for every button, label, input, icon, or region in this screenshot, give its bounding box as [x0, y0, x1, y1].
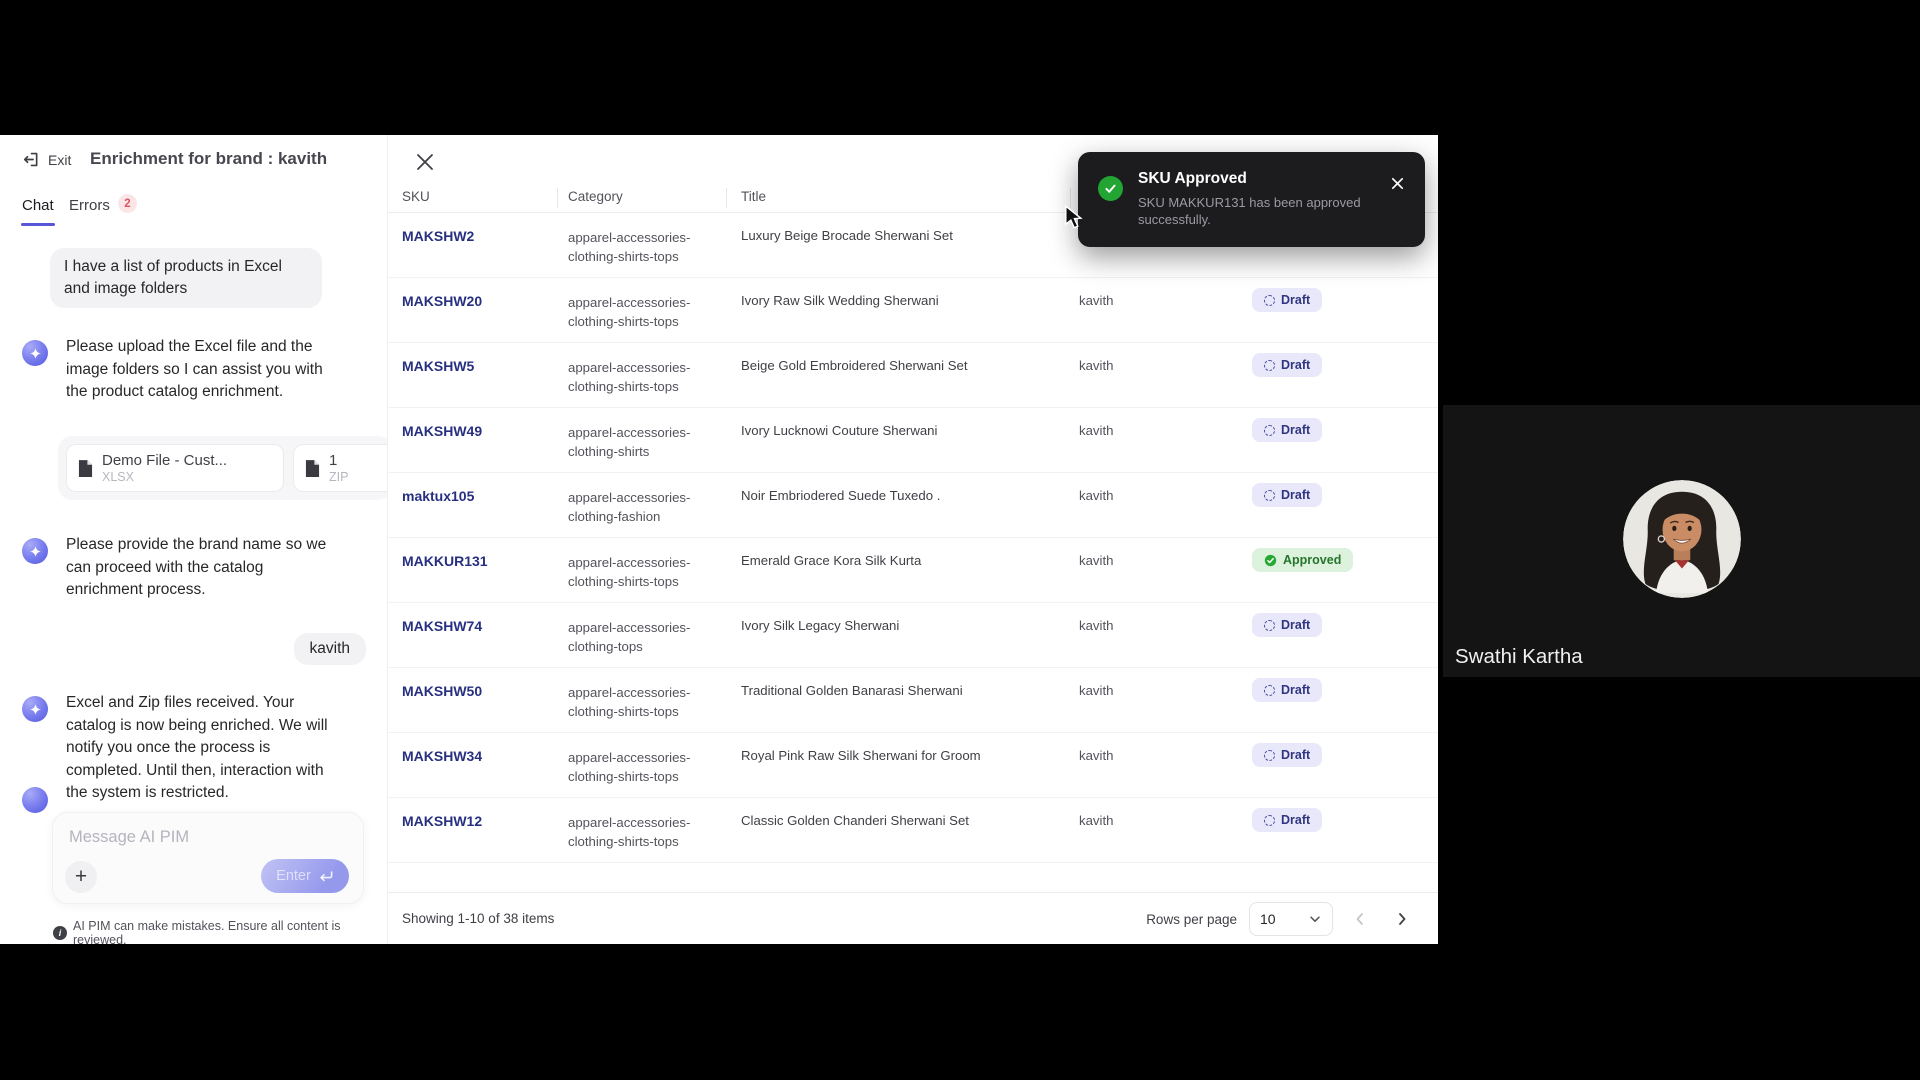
video-panel: [1438, 0, 1920, 1080]
header-separator: [557, 188, 558, 208]
sparkle-icon: [29, 545, 42, 558]
file-icon: [78, 459, 93, 478]
table-row[interactable]: [388, 798, 1438, 863]
table-row[interactable]: [388, 408, 1438, 473]
rows-per-page-label: Rows per page: [1146, 911, 1237, 927]
cell-status: [1252, 288, 1322, 312]
cell-category: apparel-accessories-clothing-shirts-tops: [568, 360, 691, 394]
catalog-panel: [388, 135, 1438, 944]
attachment-type: XLSX: [102, 470, 134, 484]
user-message: kavith: [294, 633, 367, 665]
table-row[interactable]: [388, 343, 1438, 408]
column-header-sku[interactable]: SKU: [402, 189, 430, 204]
cell-brand: kavith: [1079, 748, 1114, 763]
tab-errors[interactable]: Errors: [69, 197, 110, 214]
cell-category: apparel-accessories-clothing-shirts-tops: [568, 230, 691, 264]
cell-brand: kavith: [1079, 813, 1114, 828]
ai-avatar: [22, 787, 48, 813]
cell-title: Ivory Raw Silk Wedding Sherwani: [741, 293, 939, 308]
toast: [1078, 152, 1425, 247]
status-badge: Draft: [1252, 288, 1322, 312]
cell-title: Royal Pink Raw Silk Sherwani for Groom: [741, 748, 981, 763]
app-window: [0, 135, 1438, 944]
cell-category: apparel-accessories-clothing-fashion: [568, 490, 691, 524]
cell-title: Traditional Golden Banarasi Sherwani: [741, 683, 963, 698]
table-row[interactable]: [388, 668, 1438, 733]
next-page-button[interactable]: [1389, 906, 1415, 932]
ai-avatar: [22, 340, 48, 366]
status-badge: Draft: [1252, 483, 1322, 507]
table-footer: [388, 892, 1438, 944]
cell-brand: kavith: [1079, 488, 1114, 503]
cell-sku[interactable]: MAKSHW2: [402, 228, 475, 244]
cell-title: Ivory Silk Legacy Sherwani: [741, 618, 900, 633]
column-header-title[interactable]: Title: [741, 189, 767, 204]
disclaimer-text: AI PIM can make mistakes. Ensure all content is reviewed.: [73, 919, 341, 944]
cell-status: [1252, 418, 1322, 442]
ai-avatar: [22, 696, 48, 722]
video-tile: [1443, 405, 1920, 677]
chevron-right-icon: [1394, 911, 1410, 927]
header-separator: [726, 188, 727, 208]
composer: [52, 812, 364, 904]
close-icon: [1390, 176, 1405, 191]
attachments-card: [58, 436, 388, 500]
status-badge: Draft: [1252, 678, 1322, 702]
attachment-file[interactable]: [293, 444, 388, 492]
cell-sku[interactable]: MAKSHW50: [402, 683, 483, 699]
cell-brand: kavith: [1079, 358, 1114, 373]
cell-status: [1252, 678, 1322, 702]
cell-category: apparel-accessories-clothing-shirts: [568, 425, 691, 459]
cell-status: [1252, 808, 1322, 832]
cell-category: apparel-accessories-clothing-shirts-tops: [568, 685, 691, 719]
cell-title: Luxury Beige Brocade Sherwani Set: [741, 228, 953, 243]
draft-icon: [1264, 295, 1275, 306]
cell-title: Noir Embriodered Suede Tuxedo .: [741, 488, 941, 503]
cell-brand: kavith: [1079, 683, 1114, 698]
attachment-name: 1: [329, 452, 338, 469]
participant-avatar: [1623, 480, 1741, 598]
attachment-type: ZIP: [329, 470, 349, 484]
file-icon: [305, 459, 320, 478]
plus-icon: +: [74, 865, 88, 888]
cell-brand: kavith: [1079, 423, 1114, 438]
tab-chat[interactable]: Chat: [22, 197, 54, 214]
column-header-category[interactable]: Category: [568, 189, 623, 204]
draft-icon: [1264, 425, 1275, 436]
cell-brand: kavith: [1079, 553, 1114, 568]
chat-sidebar: [0, 135, 388, 944]
status-badge: Approved: [1252, 548, 1353, 572]
check-icon: [1104, 182, 1117, 195]
cell-sku[interactable]: MAKSHW49: [402, 423, 483, 439]
toast-title: SKU Approved: [1138, 170, 1247, 187]
cell-sku[interactable]: MAKSHW12: [402, 813, 483, 829]
cell-sku[interactable]: MAKSHW34: [402, 748, 483, 764]
cell-status: [1252, 548, 1353, 572]
cell-sku[interactable]: MAKSHW20: [402, 293, 483, 309]
sidebar-title: Enrichment for brand : kavith: [90, 149, 328, 168]
status-badge: Draft: [1252, 808, 1322, 832]
status-badge: Draft: [1252, 353, 1322, 377]
ai-message-text: Please upload the Excel file and the image folders so I can assist you with the product catalog enrichment.: [66, 338, 323, 400]
sparkle-icon: [29, 703, 42, 716]
status-badge: Draft: [1252, 613, 1322, 637]
ai-message-text: Please provide the brand name so we can proceed with the catalog enrichment process.: [66, 536, 327, 598]
close-button[interactable]: [414, 151, 436, 173]
cell-title: Emerald Grace Kora Silk Kurta: [741, 553, 922, 568]
draft-icon: [1264, 815, 1275, 826]
cell-sku[interactable]: MAKKUR131: [402, 553, 488, 569]
chevron-down-icon: [1308, 912, 1322, 926]
enter-button[interactable]: Enter: [261, 859, 349, 893]
approved-check-icon: [1264, 554, 1277, 567]
draft-icon: [1264, 360, 1275, 371]
cell-title: Beige Gold Embroidered Sherwani Set: [741, 358, 968, 373]
errors-count-badge: 2: [118, 194, 137, 213]
add-attachment-button[interactable]: [65, 861, 97, 893]
cell-category: apparel-accessories-clothing-shirts-tops: [568, 295, 691, 329]
prev-page-button[interactable]: [1347, 906, 1373, 932]
cell-status: [1252, 483, 1322, 507]
user-message: I have a list of products in Excel and image folders: [50, 248, 322, 308]
cell-category: apparel-accessories-clothing-shirts-tops: [568, 750, 691, 784]
draft-icon: [1264, 685, 1275, 696]
toast-message: SKU MAKKUR131 has been approved successfully.: [1138, 195, 1361, 227]
cell-status: [1252, 743, 1322, 767]
table-row[interactable]: [388, 473, 1438, 538]
ai-message-text: Excel and Zip files received. Your catalog is now being enriched. We will notify you once the process is completed. Until then, interaction with the system is restricted.: [66, 694, 328, 801]
cell-status: [1252, 353, 1322, 377]
sparkle-icon: [29, 347, 42, 360]
attachment-name: Demo File - Cust...: [102, 452, 228, 469]
ai-avatar: [22, 538, 48, 564]
showing-text: Showing 1-10 of 38 items: [402, 911, 555, 926]
table-row[interactable]: [388, 733, 1438, 798]
cell-category: apparel-accessories-clothing-shirts-tops: [568, 555, 691, 589]
toast-close-button[interactable]: [1390, 176, 1406, 192]
exit-icon: [22, 150, 41, 169]
participant-name: Swathi Kartha: [1455, 645, 1583, 668]
status-badge: Draft: [1252, 418, 1322, 442]
close-icon: [414, 151, 436, 173]
draft-icon: [1264, 490, 1275, 501]
cell-title: Ivory Lucknowi Couture Sherwani: [741, 423, 938, 438]
cell-sku[interactable]: MAKSHW74: [402, 618, 483, 634]
exit-button[interactable]: [22, 150, 71, 169]
cell-category: apparel-accessories-clothing-tops: [568, 620, 691, 654]
cell-title: Classic Golden Chanderi Sherwani Set: [741, 813, 969, 828]
cell-category: apparel-accessories-clothing-shirts-tops: [568, 815, 691, 849]
chevron-left-icon: [1352, 911, 1368, 927]
exit-label: Exit: [48, 151, 72, 168]
status-badge: Draft: [1252, 743, 1322, 767]
message-input[interactable]: Message AI PIM: [69, 828, 190, 846]
cell-sku[interactable]: maktux105: [402, 488, 475, 504]
cell-brand: kavith: [1079, 293, 1114, 308]
draft-icon: [1264, 750, 1275, 761]
active-tab-underline: [21, 223, 55, 226]
table-row[interactable]: [388, 603, 1438, 668]
draft-icon: [1264, 620, 1275, 631]
table-rows: [388, 213, 1438, 863]
enter-icon: [318, 869, 334, 883]
toast-success-icon: [1098, 176, 1123, 201]
table-row[interactable]: [388, 278, 1438, 343]
disclaimer: [53, 919, 387, 944]
mouse-cursor: [1063, 205, 1083, 229]
info-icon: i: [53, 926, 67, 940]
cell-status: [1252, 613, 1322, 637]
rows-per-page-select[interactable]: [1249, 902, 1333, 936]
attachment-file[interactable]: [66, 444, 284, 492]
rows-per-page-value: 10: [1260, 911, 1276, 927]
cell-brand: kavith: [1079, 618, 1114, 633]
cell-sku[interactable]: MAKSHW5: [402, 358, 475, 374]
table-row[interactable]: [388, 538, 1438, 603]
